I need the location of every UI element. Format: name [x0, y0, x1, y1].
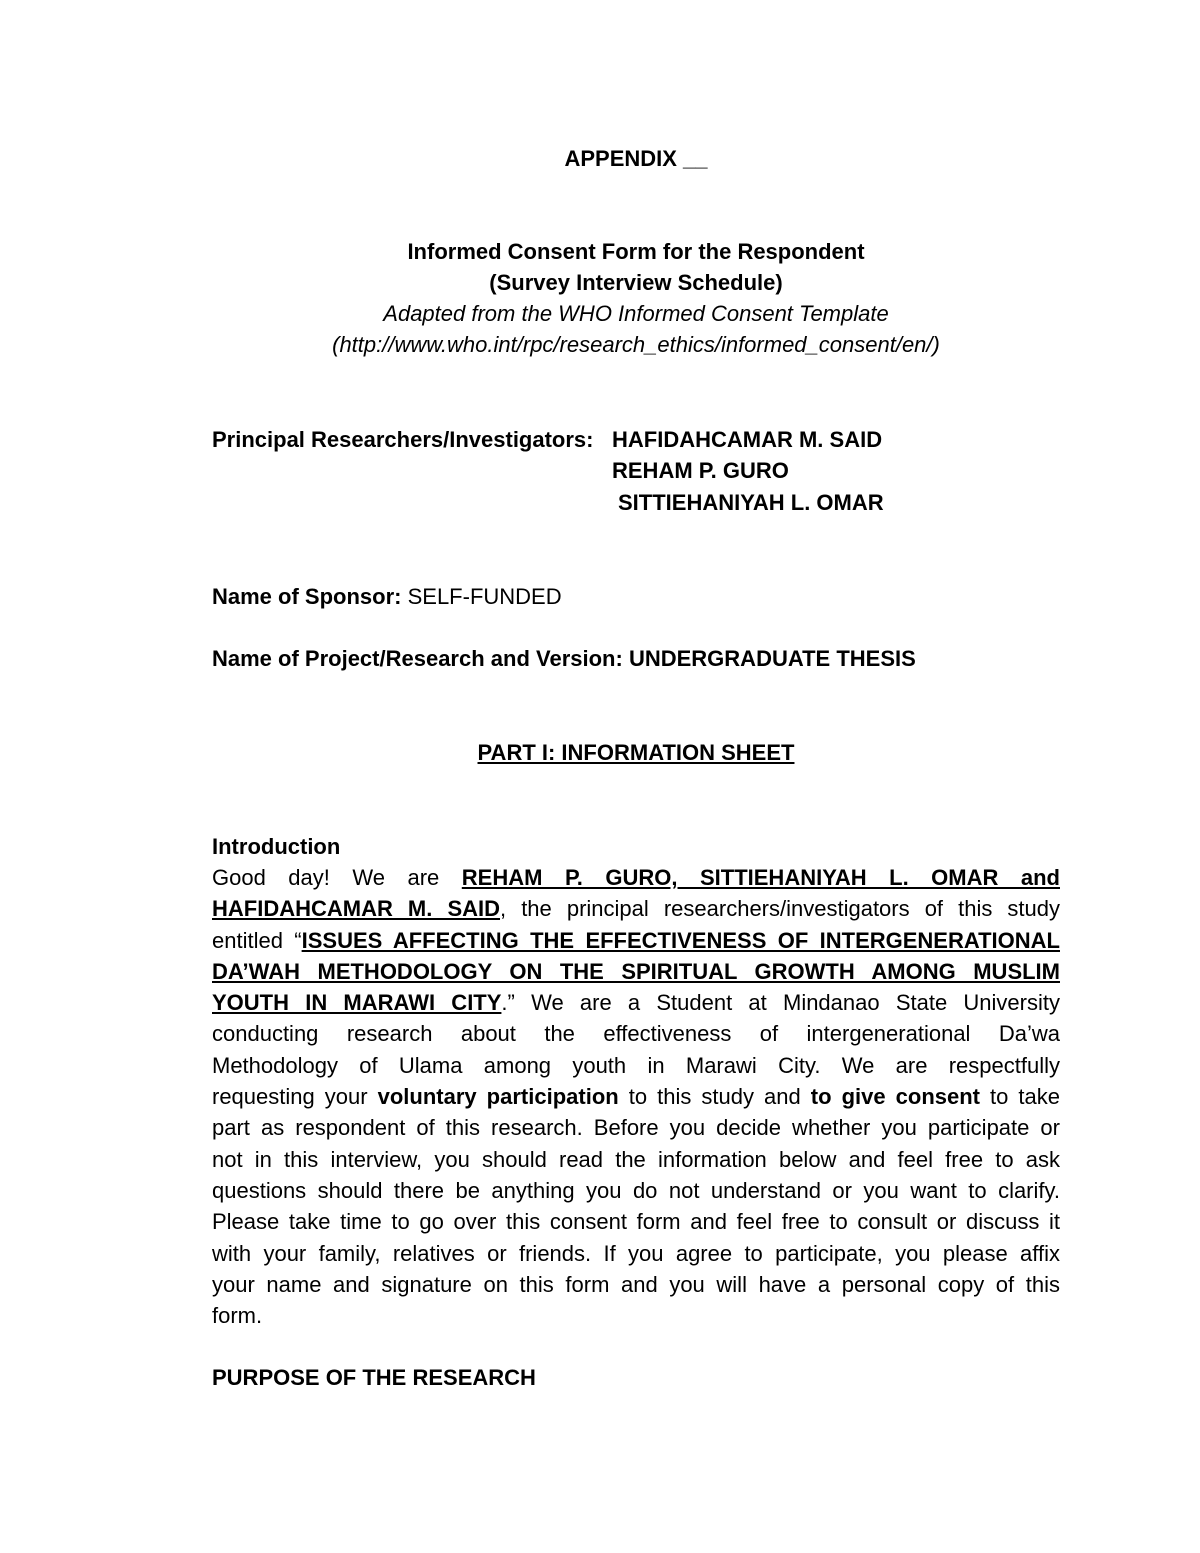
- paragraph-text: to this study and: [618, 1084, 811, 1110]
- emphasized-text: DA’WAH METHODOLOGY ON THE SPIRITUAL GROWTH AMONG MUSLIM: [212, 958, 1060, 984]
- emphasized-text: REHAM P. GURO, SITTIEHANIYAH L. OMAR and: [461, 865, 1060, 890]
- project-line: [212, 643, 916, 674]
- part-one-heading: PART I: INFORMATION SHEET: [477, 740, 795, 765]
- paragraph-text: your name and signature on this form and you will have a personal copy of this: [212, 1271, 1060, 1297]
- paragraph-line: [212, 1050, 1060, 1081]
- source-url: (http://www.who.int/rpc/research_ethics/informed_consent/en/): [332, 332, 940, 357]
- appendix-heading: APPENDIX __: [564, 146, 708, 171]
- form-subtitle: (Survey Interview Schedule): [489, 270, 783, 295]
- paragraph-line: [212, 1018, 1060, 1049]
- emphasized-text: ISSUES AFFECTING THE EFFECTIVENESS OF INTERGENERATIONAL: [301, 927, 1060, 953]
- paragraph-text: form.: [212, 1303, 263, 1329]
- paragraph-line: [212, 925, 1060, 956]
- purpose-heading: PURPOSE OF THE RESEARCH: [212, 1365, 536, 1390]
- paragraph-line: [212, 1206, 1060, 1237]
- emphasized-text: voluntary participation: [377, 1084, 619, 1110]
- researcher-name: HAFIDAHCAMAR M. SAID: [612, 427, 883, 452]
- paragraph-text: conducting research about the effectiveness of intergenerational Da’wa: [212, 1021, 1060, 1047]
- project-value: UNDERGRADUATE THESIS: [628, 646, 916, 671]
- paragraph-text: entitled “: [212, 927, 302, 953]
- paragraph-line: [212, 1269, 1060, 1300]
- paragraph-line: [212, 1144, 1060, 1175]
- sponsor-line: [212, 581, 562, 612]
- paragraph-text: to take: [980, 1084, 1061, 1110]
- sponsor-value: SELF-FUNDED: [407, 584, 562, 609]
- paragraph-text: Methodology of Ulama among youth in Marawi City. We are respectfully: [212, 1052, 1060, 1078]
- paragraph-text: Please take time to go over this consent form and feel free to consult or discuss it: [212, 1209, 1060, 1235]
- paragraph-text: not in this interview, you should read the information below and feel free to ask: [212, 1146, 1060, 1172]
- paragraph-text: .” We are a Student at Mindanao State University: [501, 990, 1060, 1016]
- emphasized-text: HAFIDAHCAMAR M. SAID: [212, 896, 501, 922]
- introduction-heading: Introduction: [212, 834, 341, 859]
- sponsor-label: Name of Sponsor:: [212, 584, 402, 609]
- paragraph-text: with your family, relatives or friends. If you agree to participate, you please affix: [212, 1240, 1060, 1266]
- paragraph-text: , the principal researchers/investigators of this study: [500, 896, 1060, 922]
- paragraph-text: requesting your: [212, 1084, 378, 1110]
- paragraph-text: Good day! We are: [212, 865, 462, 890]
- paragraph-line: [212, 1238, 1060, 1269]
- adapted-from-note: Adapted from the WHO Informed Consent Template: [383, 301, 889, 326]
- principal-researchers-label: Principal Researchers/Investigators:: [212, 427, 594, 452]
- researcher-name: REHAM P. GURO: [612, 458, 789, 483]
- project-label: Name of Project/Research and Version:: [212, 646, 623, 671]
- paragraph-line: [212, 956, 1060, 987]
- paragraph-text: part as respondent of this research. Before you decide whether you participate or: [212, 1115, 1060, 1141]
- paragraph-line: [212, 1300, 1060, 1331]
- researcher-name: SITTIEHANIYAH L. OMAR: [618, 490, 884, 515]
- paragraph-line: [212, 1081, 1060, 1112]
- paragraph-line: [212, 1175, 1060, 1206]
- form-title: Informed Consent Form for the Respondent: [407, 239, 865, 264]
- emphasized-text: YOUTH IN MARAWI CITY: [212, 990, 502, 1016]
- paragraph-line: [212, 1112, 1060, 1143]
- emphasized-text: to give consent: [810, 1084, 980, 1110]
- paragraph-line: [212, 862, 1060, 893]
- paragraph-line: [212, 893, 1060, 924]
- introduction-paragraph: [212, 862, 1060, 1331]
- paragraph-line: [212, 987, 1060, 1018]
- paragraph-text: questions should there be anything you do not understand or you want to clarify.: [212, 1177, 1060, 1203]
